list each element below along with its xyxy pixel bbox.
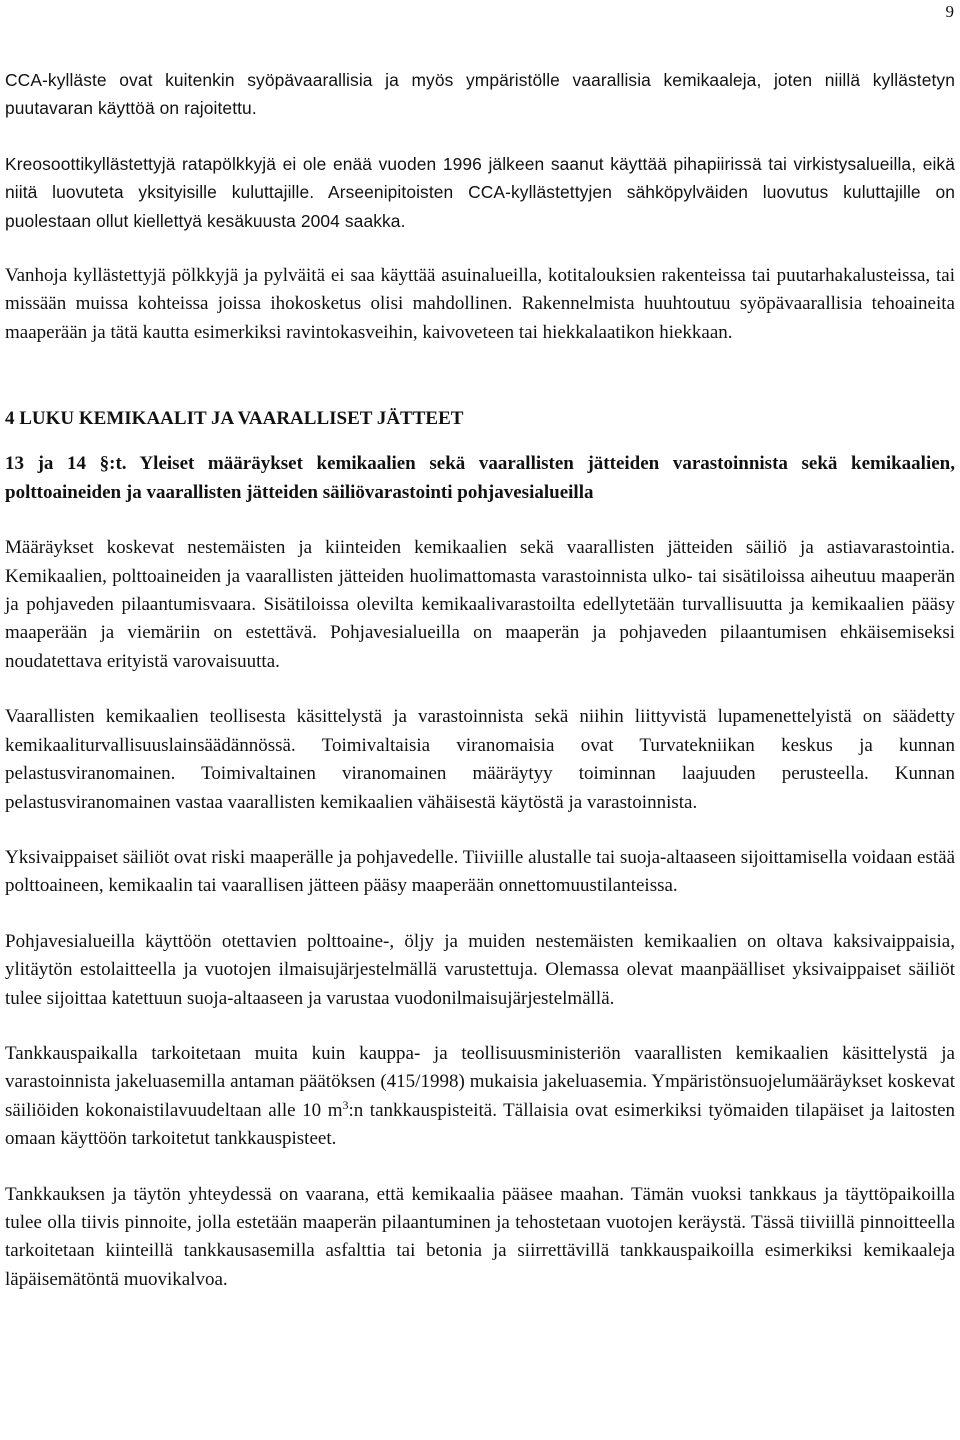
section-heading: 13 ja 14 §:t. Yleiset määräykset kemikaalien sekä vaarallisten jätteiden varastoinnista sekä kemikaalien, polttoaineiden ja vaarallisten jätteiden säiliövarastointi pohjavesialueilla bbox=[5, 453, 955, 504]
page-number: 9 bbox=[945, 2, 954, 21]
paragraph-regulations: Määräykset koskevat nestemäisten ja kiinteiden kemikaalien sekä vaarallisten jätteiden säiliö ja astiavarastointia. Kemikaalien, polttoaineiden ja vaarallisten jätteiden huolimattomasta varastoinnista ulko- tai sisätiloissa aiheutuu maaperän ja pohjaveden pilaantumisvaara. Sisätiloissa olevilta kemikaalivarastoilta edellytetään turvallisuutta ja kemikaalien pääsy maaperään ja viemäriin on estettävä. Pohjavesialueilla on maaperän ja pohjaveden pilaantumisen ehkäisemiseksi noudatettava erityistä varovaisuutta. bbox=[5, 537, 955, 672]
paragraph-fueling-surface: Tankkauksen ja täytön yhteydessä on vaarana, että kemikaalia pääsee maahan. Tämän vuoksi tankkaus ja täyttöpaikoilla tulee olla tiivis pinnoite, jolla estetään maaperän pilaantuminen ja tehostetaan vuotojen keräystä. Tässä tiiviillä pinnoitteella tarkoitetaan kiinteillä tankkausasemilla asfalttia tai betonia ja siirrettävillä tankkauspaikoilla esimerkiksi kemikaaleja läpäisemätöntä muovikalvoa. bbox=[5, 1183, 955, 1290]
paragraph-single-wall-tanks: Yksivaippaiset säiliöt ovat riski maaperälle ja pohjavedelle. Tiiviille alustalle tai suoja-altaaseen sijoittamisella voidaan estää polttoaineen, kemikaalin tai vaarallisen jätteen pääsy maaperään onnettomuustilanteissa. bbox=[5, 846, 955, 897]
fueling-text-start: Tankkauspaikalla tarkoitetaan muita kuin kauppa- ja teollisuusministeriön vaarallisten kemikaalien käsittelystä ja varastoinnista jakeluasemilla antaman päätöksen (415/1998) mukaisia jakeluasemia. Ympäristönsuojelumääräykset koskevat säiliöiden kokonaistilavuudeltaan alle 10 m bbox=[5, 1042, 955, 1121]
superscript-cubic: 3 bbox=[342, 1097, 349, 1112]
chapter-heading: 4 LUKU KEMIKAALIT JA VAARALLISET JÄTTEET bbox=[5, 408, 464, 430]
paragraph-cca: CCA-kylläste ovat kuitenkin syöpävaarallisia ja myös ympäristölle vaarallisia kemikaaleja, joten niillä kyllästetyn puutavaran käyttöä on rajoitettu. bbox=[5, 70, 955, 119]
fueling-text-end: :n tankkauspisteitä. Tällaisia ovat esimerkiksi työmaiden tilapäiset ja laitosten omaan käyttöön tarkoitetut tankkauspisteet. bbox=[5, 1099, 956, 1150]
document-body bbox=[5, 66, 955, 1294]
paragraph-creosote: Kreosoottikyllästettyjä ratapölkkyjä ei ole enää vuoden 1996 jälkeen saanut käyttää pihapiirissä tai virkistysalueilla, eikä niitä luovuteta yksityisille kuluttajille. Arseenipitoisten CCA-kyllästettyjen sähköpylväiden luovutus kuluttajille on puolestaan ollut kiellettyä kesäkuusta 2004 saakka. bbox=[5, 153, 955, 231]
paragraph-fueling-points bbox=[5, 1040, 955, 1154]
paragraph-groundwater-areas: Pohjavesialueilla käyttöön otettavien polttoaine-, öljy ja muiden nestemäisten kemikaalien on oltava kaksivaippaisia, ylitäytön estolaitteella ja vuotojen ilmaisujärjestelmällä varustettuja. Olemassa olevat maanpäälliset yksivaippaiset säiliöt tulee sijoittaa katettuun suoja-altaaseen ja varustaa vuodonilmaisujärjestelmällä. bbox=[5, 930, 955, 1009]
paragraph-hazardous-chemicals: Vaarallisten kemikaalien teollisesta käsittelystä ja varastoinnista sekä niihin liittyvistä lupamenettelyistä on säädetty kemikaaliturvallisuuslainsäädännössä. Toimivaltaisia viranomaisia ovat Turvatekniikan keskus ja kunnan pelastusviranomainen. Toimivaltainen viranomainen määräytyy toiminnan laajuuden perusteella. Kunnan pelastusviranomainen vastaa vaarallisten kemikaalien vähäisestä käytöstä ja varastoinnista. bbox=[5, 706, 955, 813]
paragraph-old-poles: Vanhoja kyllästettyjä pölkkyjä ja pylväitä ei saa käyttää asuinalueilla, kotitalouksien rakenteissa tai puutarhakalusteissa, tai missään muissa kohteissa joissa ihokosketus olisi mahdollinen. Rakennelmista huuhtoutuu syöpävaarallisia tehoaineita maaperään ja tätä kautta esimerkiksi ravintokasveihin, kaivoveteen tai hiekkalaatikon hiekkaan. bbox=[5, 265, 955, 343]
